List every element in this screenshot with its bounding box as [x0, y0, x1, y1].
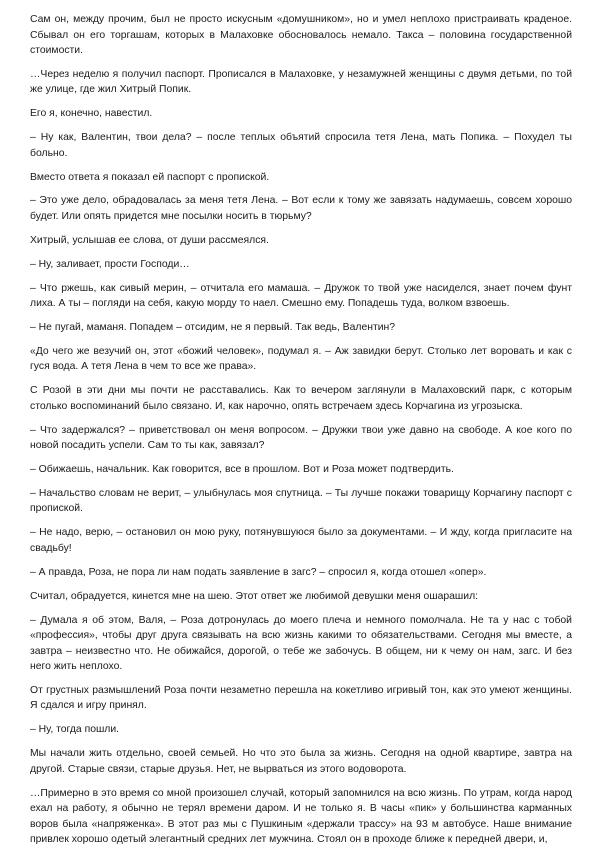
paragraph-21: – Ну, тогда пошли. [30, 724, 120, 736]
paragraph-4: – Ну как, Валентин, твои дела? – после теплых объятий спросила тетя Лена, мать Попика. – Похудел ты больно. [30, 132, 572, 159]
paragraph-18: Считал, обрадуется, кинется мне на шею. Этот ответ же любимой девушки меня ошарашил: [30, 590, 479, 602]
paragraph-15: – Начальство словам не верит, – улыбнулась моя спутница. – Ты лучше покажи товарищу Корчагину паспорт с пропиской. [30, 487, 572, 515]
paragraph-2: …Через неделю я получил паспорт. Прописался в Малаховке, у незамужней женщины с двумя детьми, по той же улице, где жил Хитрый Попик. [30, 68, 572, 96]
paragraph-19: – Думала я об этом, Валя, – Роза дотронулась до моего плеча и немного помолчала. Не та у нас с тобой «профессия», чтобы друг друга связывать на всю жизнь какими то обязательствами. Сегодня мы вместе, а завтра – неизвестно что. Не обижайся, дорогой, о тебе же забочусь. В общем, ни к чему он нам, загс. И без него жить неплохо. [30, 614, 572, 673]
paragraph-3: Его я, конечно, навестил. [30, 108, 153, 120]
paragraph-23: …Примерно в это время со мной произошел случай, который запомнился на всю жизнь. По утрам, когда народ ехал на работу, я обычно не терял времени даром. И не только я. В часы «пик» у большинства карманных воров была «напряженка». В этот раз мы с Пушкиным «держали трассу» на 93 м автобусе. Наше внимание привлек хорошо одетый элегантный средних лет мужчина. Стоял он в проходе ближе к передней двери, и, [30, 787, 572, 846]
paragraph-12: С Розой в эти дни мы почти не расставались. Как то вечером заглянули в Малаховский парк, с которым столько воспоминаний было связано. И, как нарочно, опять встречаем здесь Корчагина из угрозыска. [30, 385, 572, 412]
paragraph-8: – Ну, заливает, прости Господи… [30, 258, 190, 270]
paragraph-1: Сам он, между прочим, был не просто искусным «домушником», но и умел неплохо пристраивать краденое. Сбывал он его торгашам, которых в Малаховке обосновалось немало. Такса – половина государственной стоимости. [30, 14, 572, 56]
paragraph-11: «До чего же везучий он, этот «божий человек», подумал я. – Аж завидки берут. Столько лет воровать и как с гуся вода. А тетя Лена в чем то все же права». [30, 345, 572, 373]
paragraph-6: – Это уже дело, обрадовалась за меня тетя Лена. – Вот если к тому же завязать надумаешь, совсем хорошо будет. Или опять придется мне посылки носить в тюрьму? [30, 195, 572, 222]
paragraph-22: Мы начали жить отдельно, своей семьей. Но что это была за жизнь. Сегодня на одной квартире, завтра на другой. Старые связи, старые друзья. Нет, не вырваться из этого водоворота. [30, 748, 572, 775]
paragraph-17: – А правда, Роза, не пора ли нам подать заявление в загс? – спросил я, когда отошел «опер». [30, 566, 487, 578]
paragraph-5: Вместо ответа я показал ей паспорт с пропиской. [30, 171, 270, 183]
paragraph-13: – Что задержался? – приветствовал он меня вопросом. – Дружки твои уже давно на свободе. А кое кого по новой посадить успели. Сам то ты как, завязал? [30, 424, 572, 452]
paragraph-16: – Не надо, верю, – остановил он мою руку, потянувшуюся было за документами. – И жду, когда пригласите на свадьбу! [30, 527, 572, 554]
paragraph-20: От грустных размышлений Роза почти незаметно перешла на кокетливо игривый тон, как это умеют женщины. Я сдался и игру принял. [30, 684, 572, 712]
paragraph-14: – Обижаешь, начальник. Как говорится, все в прошлом. Вот и Роза может подтвердить. [30, 464, 454, 476]
paragraph-7: Хитрый, услышав ее слова, от души рассмеялся. [30, 234, 269, 246]
paragraph-10: – Не пугай, маманя. Попадем – отсидим, не я первый. Так ведь, Валентин? [30, 322, 396, 334]
paragraph-9: – Что ржешь, как сивый мерин, – отчитала его мамаша. – Дружок то твой уже насиделся, знает почем фунт лиха. А ты – погляди на себя, какую морду то наел. Смешно ему. Попадешь туда, волком взвоешь. [30, 282, 572, 310]
